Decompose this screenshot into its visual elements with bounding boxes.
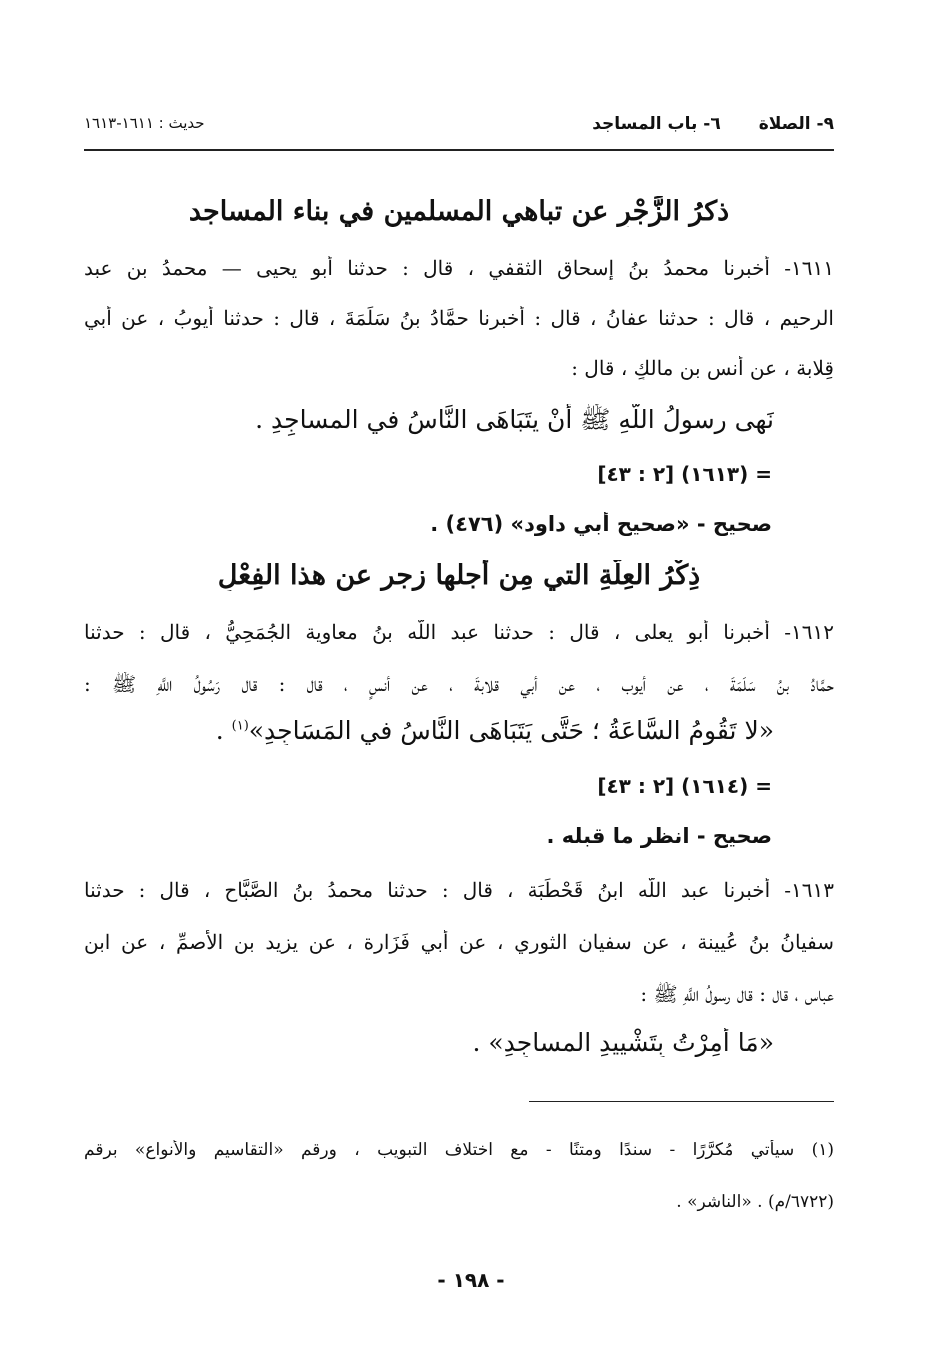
cross-reference: = (١٦١٤) [٢ : ٤٣]: [597, 774, 772, 798]
narration-line: قِلابة ، عن أنس بن مالكٍ ، قال :: [571, 356, 834, 380]
narration-line: الرحيم ، قال : حدثنا عفانُ ، قال : أخبرنا حمَّادُ بنُ سَلَمَةَ ، قال : حدثنا أيوبُ ، عن أبي: [84, 306, 834, 330]
hadith-text: نَهى رسولُ اللَّهِ ﷺ أنْ يتَبَاهَى النَّاسُ في المساجِدِ .: [255, 405, 774, 434]
section-title: ذكرُ الزَّجْرِ عن تباهي المسلمين في بناء المساجد: [188, 196, 730, 227]
narration-line: حمَّادُ بنُ سَلَمَةَ ، عن أيوب ، عن أبي قلابةَ ، عن أنسٍ ، قال : قال رَسُولُ اللَّهِ ﷺ :: [84, 672, 834, 696]
header-book: ٩- الصلاة: [758, 114, 834, 134]
page-number: - ١٩٨ -: [437, 1268, 505, 1292]
narration-line: ١٦١٢- أخبرنا أبو يعلى ، قال : حدثنا عبد اللَّه بنُ معاوية الجُمَحِيُّ ، قال : حدثنا: [84, 620, 834, 644]
footnote-marker[interactable]: (١): [231, 718, 249, 734]
section-title: ذِكْرُ العِلَّةِ التي مِن أجلها زجر عن هذا الفِعْلِ: [217, 560, 701, 591]
header-rule: [84, 149, 834, 151]
footnote-line: (١) سيأتي مُكرَّرًا - سندًا ومتنًا - مع اختلاف التبويب ، ورقم «التقاسيم والأنواع» برقم: [84, 1140, 834, 1160]
hadith-text: «مَا أُمِرْتُ بِتَشْييدِ المساجِدِ» .: [472, 1028, 774, 1057]
footnote-line: (٦٧٢٢/م) . «الناشر» .: [676, 1192, 834, 1212]
footnote-rule: [529, 1101, 834, 1102]
header-hadith-range: حديث : ١٦١١-١٦١٣: [84, 114, 205, 132]
hadith-quote: «لا تَقُومُ السَّاعَةُ ؛ حَتَّى يَتَبَاهَى النَّاسُ في المَسَاجِدِ»: [248, 716, 774, 745]
narration-line: ١٦١١- أخبرنا محمدُ بنُ إسحاق الثقفي ، قال : حدثنا أبو يحيى — محمدُ بن عبد: [84, 256, 834, 280]
hadith-quote-end: .: [215, 716, 232, 745]
grading: صحيح - «صحيح أبي داود» (٤٧٦) .: [430, 512, 772, 536]
narration-line: عباس ، قال : قال رسولُ اللَّهِ ﷺ :: [640, 982, 834, 1006]
hadith-text: [84, 716, 774, 745]
narration-line: ١٦١٣- أخبرنا عبد اللَّه ابنُ قَحْطَبَة ، قال : حدثنا محمدُ بنُ الصَّبَّاح ، قال : حدثنا: [84, 878, 834, 902]
cross-reference: = (١٦١٣) [٢ : ٤٣]: [597, 462, 772, 486]
header-chapter: ٦- باب المساجد: [592, 114, 721, 134]
header-book-chapter: [554, 114, 834, 134]
running-header: [84, 110, 834, 144]
narration-line: سفيانُ بنُ عُيينة ، عن سفيان الثوري ، عن أبي فَزَارة ، عن يزيد بن الأصمِّ ، عن ابن: [84, 930, 834, 954]
grading: صحيح - انظر ما قبله .: [546, 824, 772, 848]
